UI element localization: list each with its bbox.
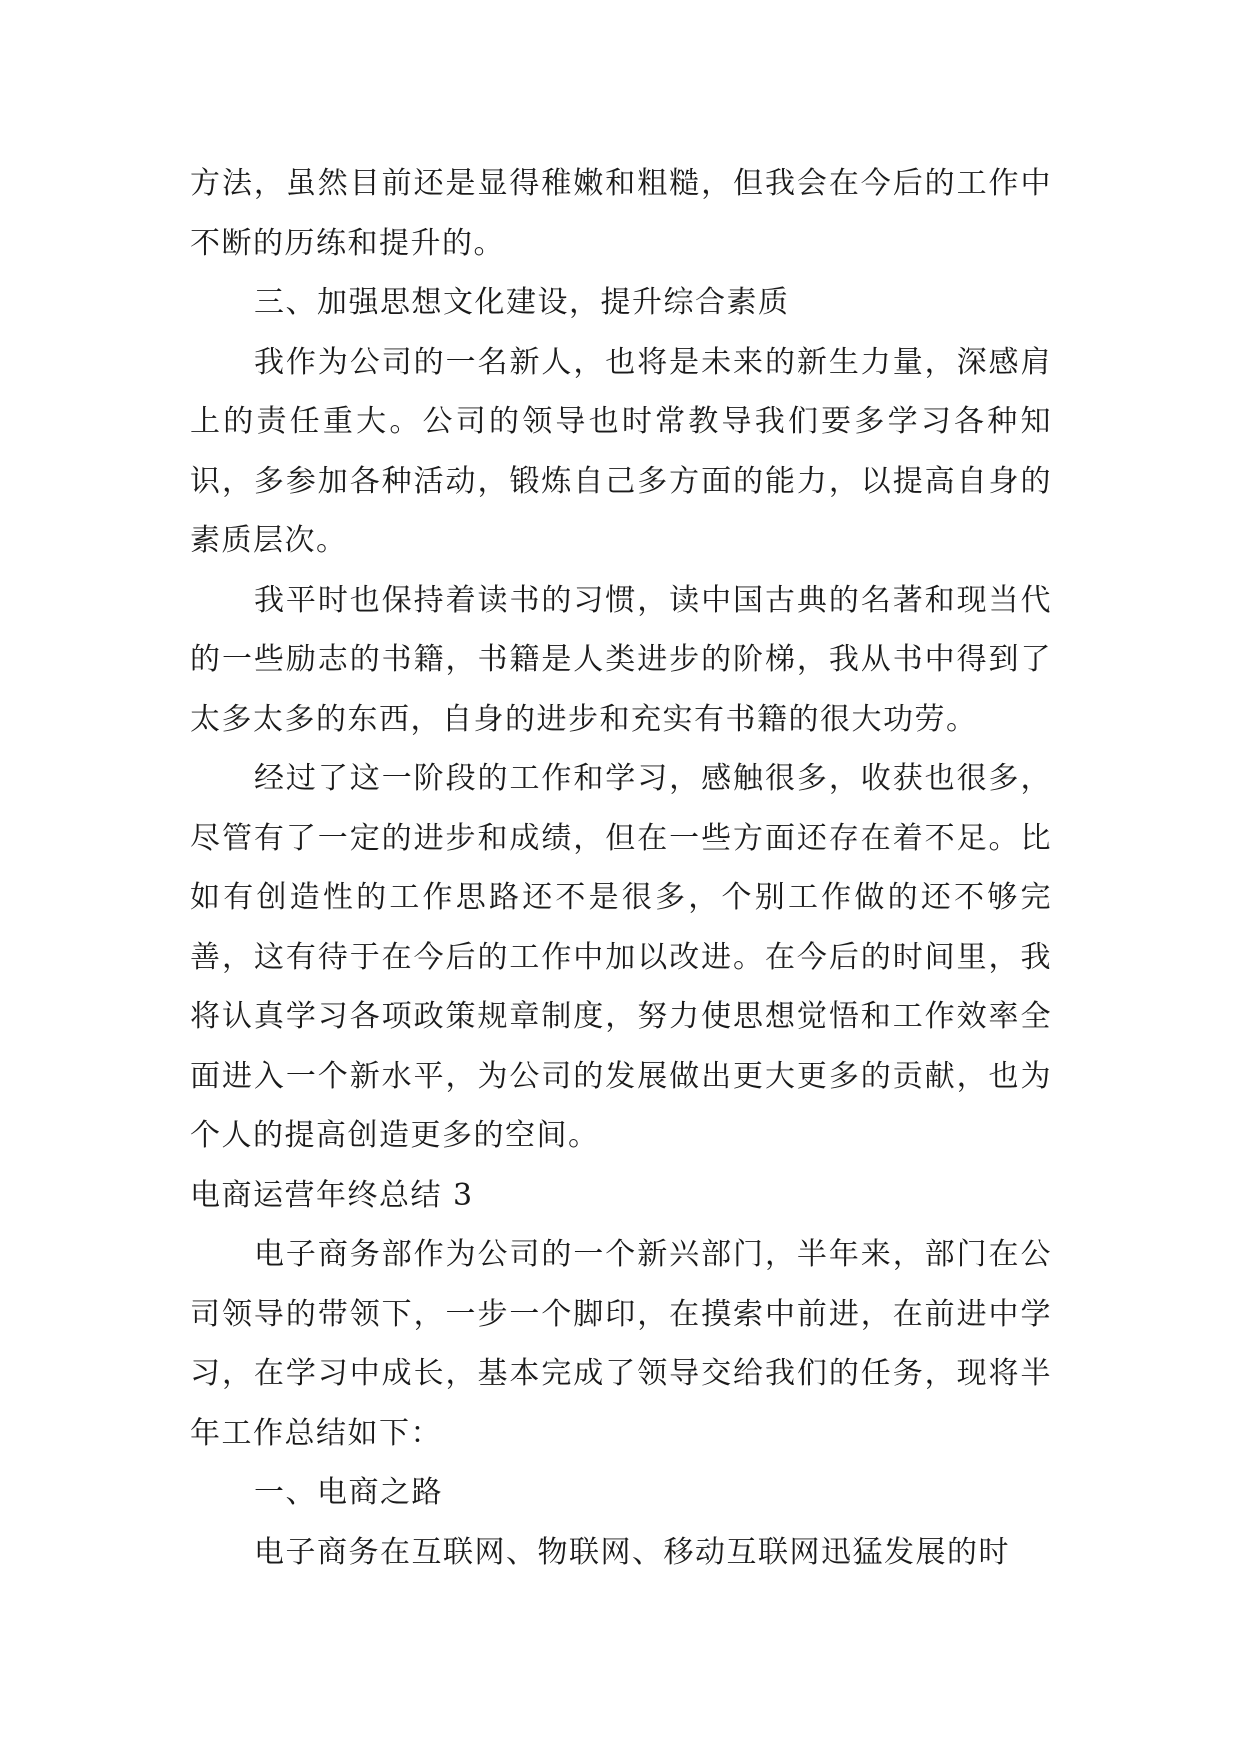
paragraph-continuation: 方法，虽然目前还是显得稚嫩和粗糙，但我会在今后的工作中不断的历练和提升的。 (190, 166, 1052, 261)
paragraph-summary-reflection: 经过了这一阶段的工作和学习，感触很多，收获也很多，尽管有了一定的进步和成绩，但在一些方面还存在着不足。比如有创造性的工作思路还不是很多，个别工作做的还不够完善，这有待于在今后的工作中加以改进。在今后的时间里，我将认真学习各项政策规章制度，努力使思想觉悟和工作效率全面进入一个新水平，为公司的发展做出更大更多的贡献，也为个人的提高创造更多的空间。 (190, 761, 1052, 1153)
paragraph-reading-habit: 我平时也保持着读书的习惯，读中国古典的名著和现当代的一些励志的书籍，书籍是人类进步的阶梯，我从书中得到了太多太多的东西，自身的进步和充实有书籍的很大功劳。 (190, 582, 1052, 737)
document-page (190, 154, 1052, 1582)
paragraph-new-member: 我作为公司的一名新人，也将是未来的新生力量，深感肩上的责任重大。公司的领导也时常教导我们要多学习各种知识，多参加各种活动，锻炼自己多方面的能力，以提高自身的素质层次。 (190, 344, 1052, 558)
section-heading-one: 一、电商之路 (254, 1475, 443, 1510)
paragraph-ecommerce-path: 电子商务在互联网、物联网、移动互联网迅猛发展的时 (254, 1534, 1010, 1570)
section-heading-three: 三、加强思想文化建设，提升综合素质 (254, 285, 790, 320)
paragraph-ecommerce-intro: 电子商务部作为公司的一个新兴部门，半年来，部门在公司领导的带领下，一步一个脚印，在摸索中前进，在前进中学习，在学习中成长，基本完成了领导交给我们的任务，现将半年工作总结如下： (190, 1237, 1052, 1451)
document-title-3: 电商运营年终总结 3 (190, 1177, 474, 1213)
